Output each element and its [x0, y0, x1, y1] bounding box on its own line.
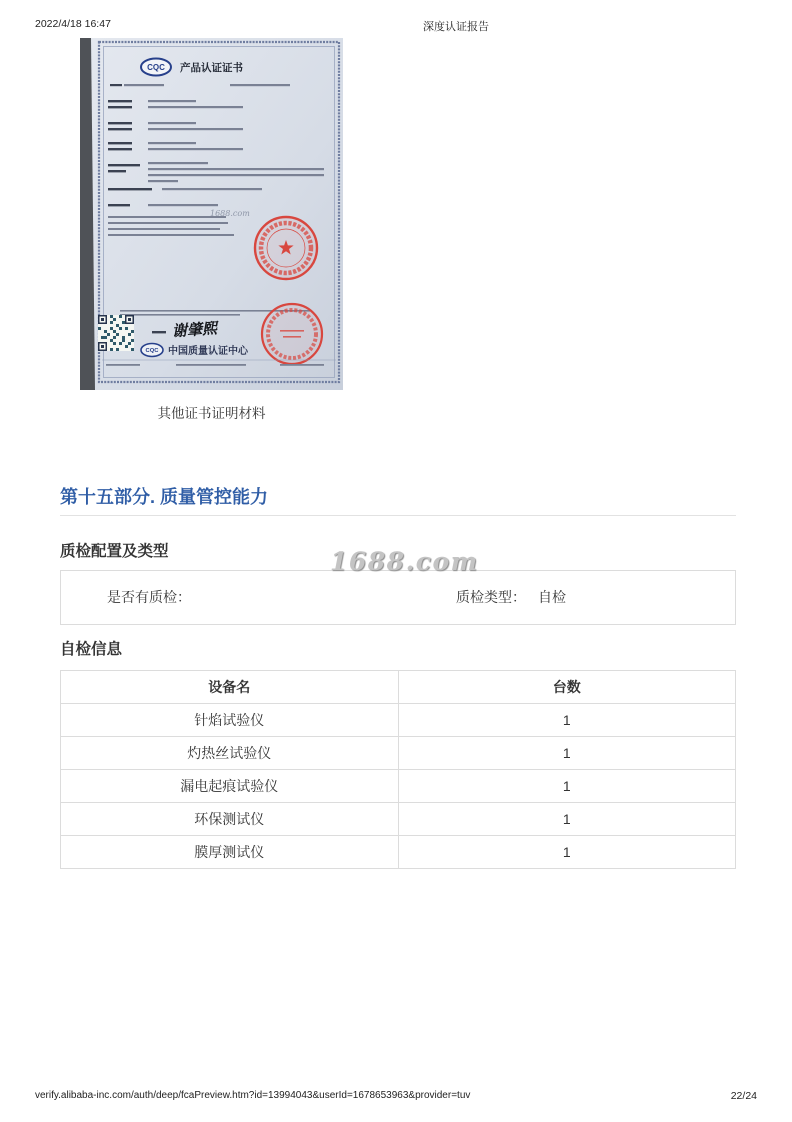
table-row	[61, 704, 736, 737]
certificate-watermark: 1688.com	[210, 209, 250, 218]
print-header-title: 深度认证报告	[423, 21, 489, 33]
qr-code	[98, 315, 134, 351]
qc-config-heading: 质检配置及类型	[60, 543, 169, 560]
equipment-count: 1	[398, 836, 736, 869]
text-line	[148, 100, 196, 102]
column-header-count: 台数	[398, 671, 736, 704]
text-line	[108, 100, 132, 102]
watermark-1688: 1688.com	[330, 547, 479, 576]
equipment-name: 针焰试验仪	[61, 704, 399, 737]
table-header-row	[61, 671, 736, 704]
text-line	[148, 168, 324, 170]
cqc-logo-text: CQC	[147, 63, 165, 72]
text-line	[148, 174, 324, 176]
certificate-title: 产品认证证书	[180, 62, 243, 74]
text-line	[176, 364, 246, 366]
signature: 谢肇熙	[171, 319, 218, 341]
company-seal	[255, 217, 317, 279]
text-line	[124, 84, 164, 86]
table-row	[61, 737, 736, 770]
text-line	[148, 204, 218, 206]
text-line	[148, 162, 208, 164]
text-line	[162, 188, 262, 190]
table-row	[61, 770, 736, 803]
text-line	[108, 234, 234, 236]
equipment-table	[60, 670, 736, 869]
text-line	[106, 364, 140, 366]
certificate-footer-text	[106, 364, 324, 366]
text-line	[148, 122, 196, 124]
section-title: 第十五部分. 质量管控能力	[60, 487, 269, 507]
text-line	[108, 122, 132, 124]
text-line	[108, 148, 132, 150]
center-seal	[262, 304, 322, 364]
text-line	[108, 204, 130, 206]
equipment-name: 灼热丝试验仪	[61, 737, 399, 770]
page-number: 22/24	[730, 1090, 757, 1102]
self-check-heading: 自检信息	[60, 641, 123, 658]
equipment-count: 1	[398, 803, 736, 836]
text-line	[120, 314, 240, 316]
column-header-equipment: 设备名	[61, 671, 399, 704]
print-datetime: 2022/4/18 16:47	[35, 18, 111, 30]
text-line	[230, 84, 290, 86]
section-divider	[60, 515, 736, 516]
table-row	[61, 803, 736, 836]
qc-type-label: 质检类型：	[456, 589, 526, 605]
text-line	[108, 222, 228, 224]
certificate-issuer: 中国质量认证中心	[168, 346, 248, 357]
qc-config-panel	[60, 570, 736, 625]
text-line	[148, 142, 196, 144]
seal-outer-ring	[262, 304, 322, 364]
equipment-name: 环保测试仪	[61, 803, 399, 836]
qc-type-value: 自检	[538, 589, 566, 605]
text-line	[108, 216, 226, 218]
equipment-count: 1	[398, 704, 736, 737]
equipment-count: 1	[398, 737, 736, 770]
footer-url: verify.alibaba-inc.com/auth/deep/fcaPreview.htm?id=13994043&userId=1678653963&provider=tuv	[35, 1090, 471, 1101]
cqc-logo-bottom	[141, 344, 163, 357]
text-line	[108, 128, 132, 130]
seal-inner-line	[280, 330, 304, 332]
equipment-count: 1	[398, 770, 736, 803]
signature-label	[152, 331, 166, 333]
seal-inner-line	[283, 336, 301, 338]
equipment-name: 漏电起痕试验仪	[61, 770, 399, 803]
text-line	[108, 188, 152, 190]
text-line	[108, 170, 126, 172]
certificate-caption: 其他证书证明材料	[157, 406, 266, 421]
certificate-image	[80, 38, 343, 390]
table-row	[61, 836, 736, 869]
text-line	[148, 106, 243, 108]
text-line	[148, 128, 243, 130]
equipment-name: 膜厚测试仪	[61, 836, 399, 869]
text-line	[108, 142, 132, 144]
text-line	[280, 364, 324, 366]
text-line	[148, 180, 178, 182]
has-qc-label: 是否有质检：	[107, 589, 191, 605]
cqc-logo-top	[141, 59, 171, 76]
text-line	[148, 148, 243, 150]
text-line	[108, 228, 220, 230]
text-line	[108, 106, 132, 108]
text-line	[108, 164, 140, 166]
text-line	[110, 84, 122, 86]
certificate-photo	[80, 38, 343, 390]
cqc-logo-text: CQC	[145, 348, 159, 355]
